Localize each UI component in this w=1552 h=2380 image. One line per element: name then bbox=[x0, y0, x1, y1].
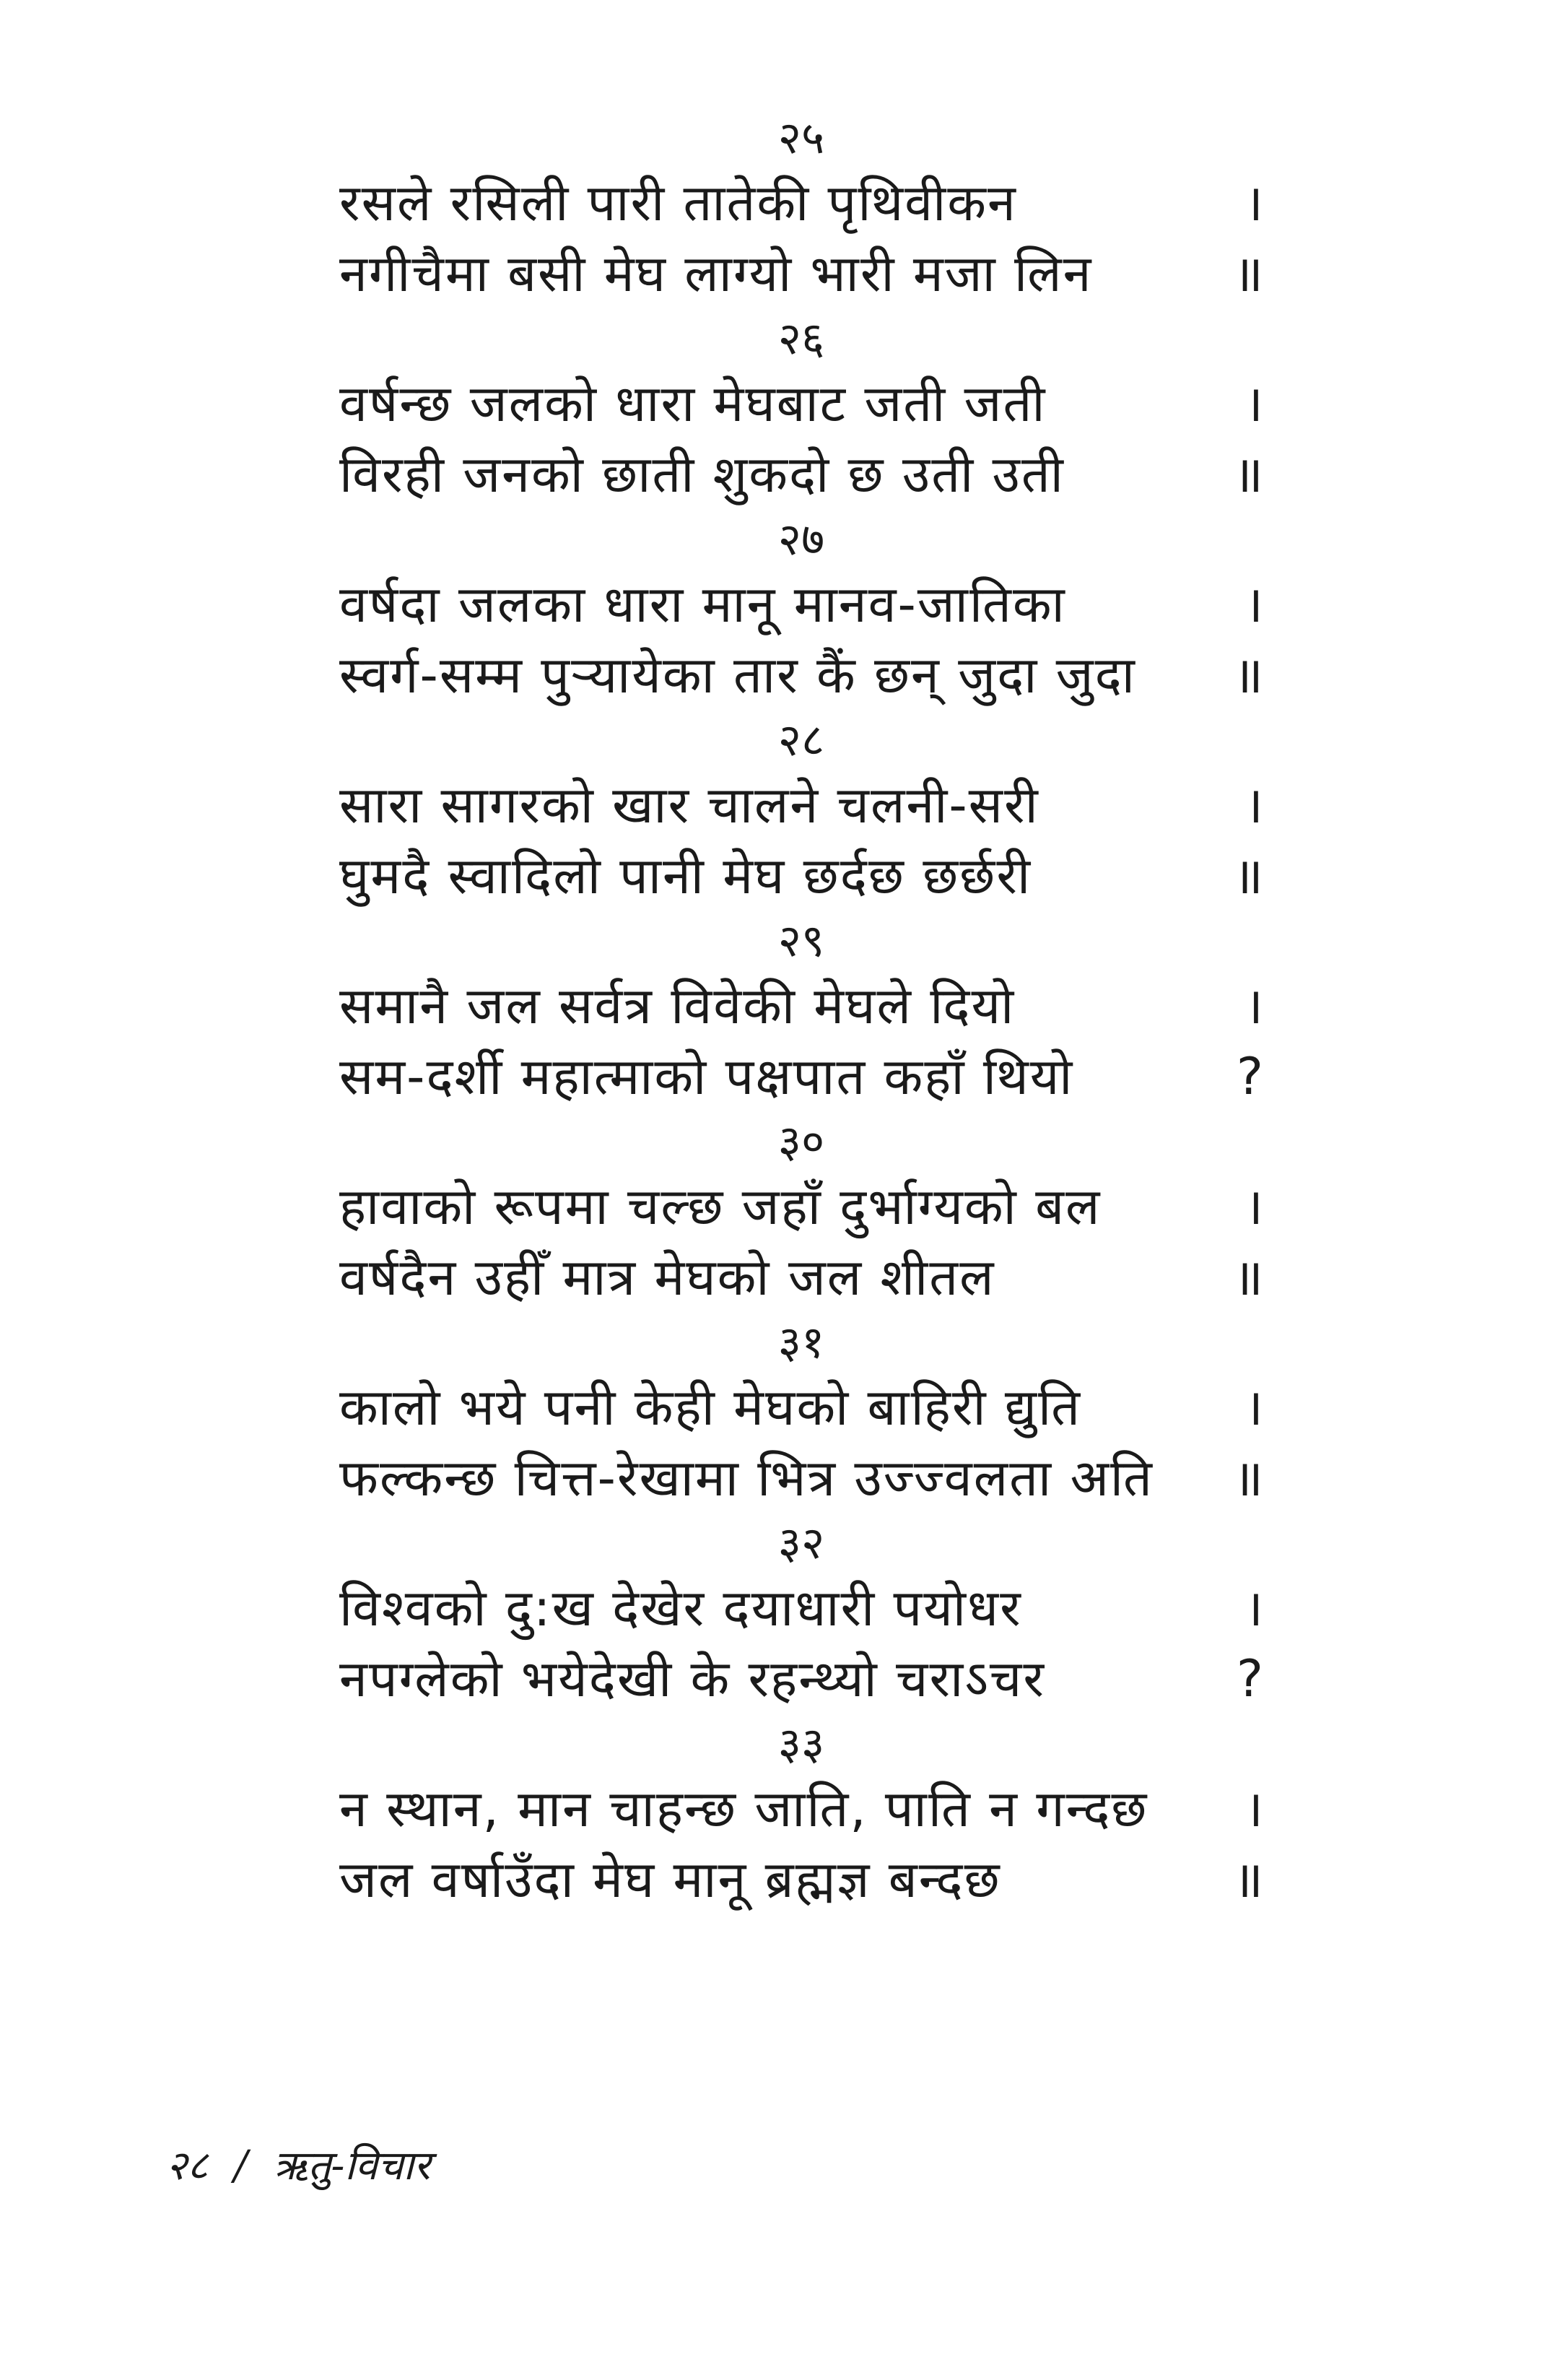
verse-line bbox=[339, 1041, 1263, 1112]
verse bbox=[339, 1513, 1263, 1714]
verse-line-end-mark: ॥ bbox=[1233, 1248, 1263, 1307]
verse-line bbox=[339, 1643, 1263, 1714]
verse-line-end-mark: । bbox=[1244, 1177, 1263, 1236]
verse-line bbox=[339, 569, 1263, 640]
verse-line bbox=[339, 168, 1263, 238]
verse-line-end-mark: । bbox=[1244, 1578, 1263, 1638]
footer-separator: / bbox=[234, 2142, 248, 2189]
verse-line-end-mark: ॥ bbox=[1233, 1449, 1263, 1508]
verse bbox=[339, 911, 1263, 1112]
verse-line-end-mark: ? bbox=[1236, 1649, 1263, 1708]
verse-line-end-mark: । bbox=[1244, 1378, 1263, 1437]
verse-line-end-mark: ॥ bbox=[1233, 445, 1263, 504]
page-number: २८ bbox=[166, 2142, 209, 2189]
verse-line-text: फल्कन्छ चित्त-रेखामा भित्र उज्ज्वलता अति bbox=[339, 1449, 1154, 1508]
verse bbox=[339, 711, 1263, 911]
verse-line-text: नगीचैमा बसी मेघ लाग्यो भारी मजा लिन bbox=[339, 244, 1093, 303]
verse-line-end-mark: । bbox=[1244, 374, 1263, 433]
verse-line-text: स्वर्ग-सम्म पुऱ्यायेका तार कैं छन् जुदा जुदा bbox=[339, 646, 1136, 705]
verse-line-text: हावाको रूपमा चल्छ जहाँ दुर्भाग्यको बल bbox=[339, 1177, 1102, 1236]
verse-line-text: न स्थान, मान चाहन्छ जाति, पाति न गन्दछ bbox=[339, 1779, 1148, 1838]
verse-line-text: वर्षदैन उहीँ मात्र मेघको जल शीतल bbox=[339, 1248, 995, 1307]
verse bbox=[339, 1313, 1263, 1513]
verse-line-end-mark: । bbox=[1244, 1779, 1263, 1838]
verse-number: ३२ bbox=[777, 1516, 825, 1569]
book-title: ऋतु-विचार bbox=[273, 2142, 430, 2189]
verse-number: २६ bbox=[777, 312, 825, 365]
page-footer bbox=[166, 2137, 443, 2195]
verse-number: २७ bbox=[777, 513, 825, 565]
verse bbox=[339, 1714, 1263, 1915]
verse-line bbox=[339, 1171, 1263, 1242]
verse-line bbox=[339, 1443, 1263, 1513]
verse bbox=[339, 510, 1263, 711]
verse-line-text: जल वर्षाउँदा मेघ मानू ब्रह्मज्ञ बन्दछ bbox=[339, 1850, 1001, 1909]
verse-line bbox=[339, 439, 1263, 510]
verse-line-text: रसले रसिली पारी तातेकी पृथिवीकन bbox=[339, 173, 1017, 233]
verse bbox=[339, 1112, 1263, 1313]
verse-line bbox=[339, 368, 1263, 439]
verse-line-text: विरही जनको छाती शुकदो छ उती उती bbox=[339, 445, 1065, 504]
verse-number: ३० bbox=[777, 1115, 825, 1168]
verse-line-end-mark: । bbox=[1244, 776, 1263, 835]
verse-number: २९ bbox=[777, 914, 825, 967]
verse-line-text: कालो भये पनी केही मेघको बाहिरी द्युति bbox=[339, 1378, 1082, 1437]
verse-line-end-mark: । bbox=[1244, 575, 1263, 634]
verse-line-text: वर्षदा जलका धारा मानू मानव-जातिका bbox=[339, 575, 1066, 634]
verse-line bbox=[339, 1573, 1263, 1643]
verse-number: २८ bbox=[777, 713, 825, 766]
verse-line-end-mark: ॥ bbox=[1233, 646, 1263, 705]
verse-line-end-mark: । bbox=[1244, 976, 1263, 1035]
verse-number: ३३ bbox=[777, 1717, 825, 1770]
verse-line-text: विश्वको दु:ख देखेर दयाधारी पयोधर bbox=[339, 1578, 1022, 1638]
poem-page bbox=[339, 108, 1263, 1915]
verse-line bbox=[339, 841, 1263, 911]
verse-line-text: सम-दर्शी महात्माको पक्षपात कहाँ थियो bbox=[339, 1047, 1074, 1106]
verse bbox=[339, 108, 1263, 309]
verse-line-text: वर्षन्छ जलको धारा मेघबाट जती जती bbox=[339, 374, 1047, 433]
verse-line bbox=[339, 1773, 1263, 1844]
verse-line-end-mark: । bbox=[1244, 173, 1263, 233]
verse-line-end-mark: ॥ bbox=[1233, 1850, 1263, 1909]
verse-line bbox=[339, 770, 1263, 841]
verse-line-text: नपग्लेको भयेदेखी के रहन्थ्यो चराऽचर bbox=[339, 1649, 1045, 1708]
verse-line-end-mark: ? bbox=[1236, 1047, 1263, 1106]
verse-line-text: सारा सागरको खार चालने चलनी-सरी bbox=[339, 776, 1039, 835]
verse-line bbox=[339, 1242, 1263, 1313]
verse-line-end-mark: ॥ bbox=[1233, 846, 1263, 905]
verse-number: ३१ bbox=[777, 1316, 825, 1368]
verse-line bbox=[339, 640, 1263, 711]
verse bbox=[339, 309, 1263, 510]
verse-line bbox=[339, 970, 1263, 1041]
verse-line-text: समानै जल सर्वत्र विवेकी मेघले दियो bbox=[339, 976, 1016, 1035]
verse-line-text: घुमदै स्वादिलो पानी मेघ छर्दछ छर्छरी bbox=[339, 846, 1032, 905]
verse-line bbox=[339, 238, 1263, 309]
verse-line bbox=[339, 1844, 1263, 1915]
verse-line bbox=[339, 1372, 1263, 1443]
verse-line-end-mark: ॥ bbox=[1233, 244, 1263, 303]
verse-number: २५ bbox=[777, 111, 825, 164]
